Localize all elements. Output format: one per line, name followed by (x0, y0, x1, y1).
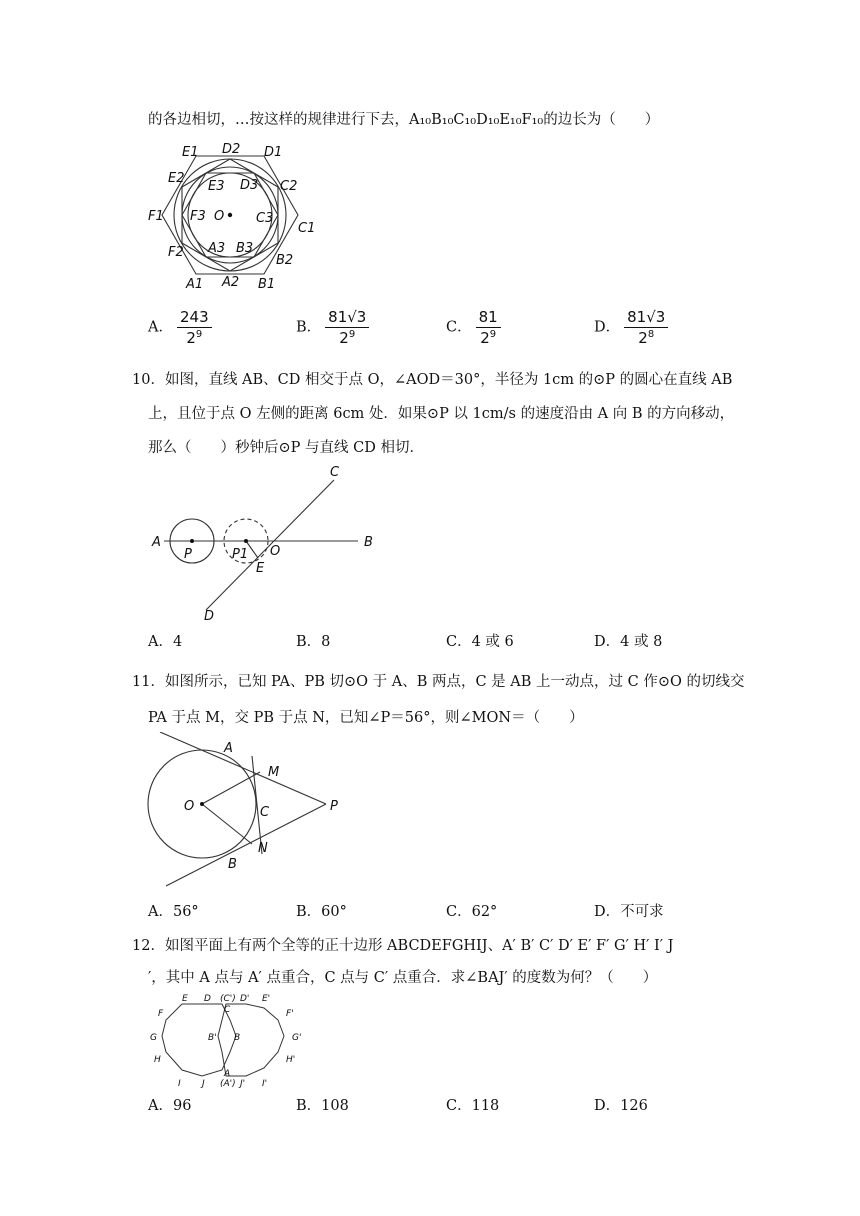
q9-label: A3 (208, 241, 226, 256)
q11-options (148, 900, 708, 924)
q9-label: D3 (240, 178, 259, 193)
q12-label: H' (286, 1055, 296, 1065)
q12-label: I (178, 1079, 181, 1088)
q9-label: B3 (236, 241, 254, 256)
q11-label-c: C (260, 805, 270, 820)
q12-label: B (234, 1033, 241, 1043)
q10-label-e: E (256, 561, 265, 576)
q9-label: C1 (298, 221, 316, 236)
q12-options (148, 1094, 708, 1118)
q10-label-p: P (184, 547, 192, 562)
q10-label-o: O (270, 544, 281, 559)
q10-label-b: B (364, 535, 373, 550)
q9-label: F1 (148, 209, 164, 224)
q11-option-d[interactable]: D．不可求 (594, 904, 664, 920)
q10-line-2: 上，且位于点 O 左侧的距离 6cm 处．如果⊙P 以 1cm/s 的速度沿由 A 向 B 的方向移动， (148, 406, 735, 422)
q12-label: G (150, 1033, 157, 1043)
q11-option-c[interactable]: C．62° (446, 904, 498, 920)
q11-label-m: M (268, 765, 280, 780)
q9-label: E1 (182, 145, 199, 160)
q12-label: H (154, 1055, 161, 1065)
q12-label: B' (208, 1033, 217, 1043)
q9-label: F2 (168, 245, 184, 260)
q9-label: D1 (264, 145, 283, 160)
q12-label: J (202, 1079, 205, 1088)
q12-label: (A') (220, 1079, 236, 1088)
q11-option-a[interactable]: A．56° (148, 904, 199, 920)
q11-label-o: O (184, 799, 195, 814)
q11-figure (140, 732, 360, 892)
q9-text-line: 的各边相切，…按这样的规律进行下去，A₁₀B₁₀C₁₀D₁₀E₁₀F₁₀的边长为（ ） (148, 112, 660, 128)
q12-label: D (204, 994, 211, 1004)
q9-options (148, 308, 708, 352)
q12-label: E' (262, 994, 271, 1004)
q12-label: F' (286, 1009, 294, 1019)
q12-label: A (224, 1069, 231, 1079)
q10-figure (148, 462, 388, 622)
q11-option-b[interactable]: B．60° (296, 904, 347, 920)
q9-label: A1 (186, 277, 204, 292)
q11-label-n: N (258, 841, 268, 856)
q10-line-3: 那么（ ）秒钟后⊙P 与直线 CD 相切． (148, 440, 424, 456)
q12-line-2: ′，其中 A 点与 A′ 点重合，C 点与 C′ 点重合．求∠BAJ′ 的度数为何？（ ） (148, 970, 658, 986)
q12-option-b[interactable]: B．108 (296, 1098, 349, 1114)
q12-label: G' (292, 1033, 302, 1043)
q9-label: D2 (222, 142, 241, 157)
q11-label-a: A (224, 741, 233, 756)
q10-option-b[interactable]: B．8 (296, 634, 331, 650)
q10-option-d[interactable]: D．4 或 8 (594, 634, 663, 650)
q9-option-a[interactable]: A． $\frac{243}{2^9}$ (148, 308, 212, 347)
q9-label: E3 (208, 179, 225, 194)
q9-label: F3 (190, 209, 206, 224)
q9-label: O (214, 209, 225, 224)
q12-label: (C') (220, 994, 236, 1004)
q12-label: D' (240, 994, 250, 1004)
q9-label: B1 (258, 277, 276, 292)
q9-hexagon-figure (140, 134, 330, 294)
q11-label-p: P (330, 799, 338, 814)
q9-label: C3 (256, 211, 274, 226)
q9-option-b[interactable]: B． $\frac{81√3}{2^9}$ (296, 308, 369, 347)
q10-label-a: A (152, 535, 161, 550)
q9-label: E2 (168, 171, 185, 186)
q10-line-1: 10．如图，直线 AB、CD 相交于点 O，∠AOD＝30°，半径为 1cm 的⊙P 的圆心在直线 AB (132, 372, 733, 388)
q11-line-2: PA 于点 M，交 PB 于点 N，已知∠P＝56°，则∠MON＝（ ） (148, 710, 584, 726)
q9-option-c[interactable]: C． $\frac{81}{2^9}$ (446, 308, 501, 347)
q12-label: I' (262, 1079, 268, 1088)
q12-label: C (224, 1005, 231, 1015)
q12-option-d[interactable]: D．126 (594, 1098, 648, 1114)
q12-label: E (182, 994, 188, 1004)
q9-label: B2 (276, 253, 294, 268)
q9-option-d[interactable]: D． $\frac{81√3}{2^8}$ (594, 308, 668, 347)
q12-decagon-figure (148, 992, 308, 1088)
q10-label-d: D (204, 609, 215, 622)
q12-label: J' (240, 1079, 246, 1088)
q10-label-p1: P1 (232, 547, 249, 562)
q11-label-b: B (228, 857, 237, 872)
q10-options (148, 630, 708, 654)
q9-label: A2 (222, 275, 240, 290)
q10-label-c: C (330, 465, 340, 480)
q12-line-1: 12．如图平面上有两个全等的正十边形 ABCDEFGHIJ、A′ B′ C′ D′ E′ F′ G′ H′ I′ J (132, 938, 674, 954)
q10-option-c[interactable]: C．4 或 6 (446, 634, 514, 650)
q9-label: C2 (280, 179, 298, 194)
q11-line-1: 11．如图所示，已知 PA、PB 切⊙O 于 A、B 两点，C 是 AB 上一动点，过 C 作⊙O 的切线交 (132, 674, 745, 690)
q12-option-a[interactable]: A．96 (148, 1098, 192, 1114)
q12-option-c[interactable]: C．118 (446, 1098, 500, 1114)
q10-option-a[interactable]: A．4 (148, 634, 183, 650)
q12-label: F (158, 1009, 164, 1019)
